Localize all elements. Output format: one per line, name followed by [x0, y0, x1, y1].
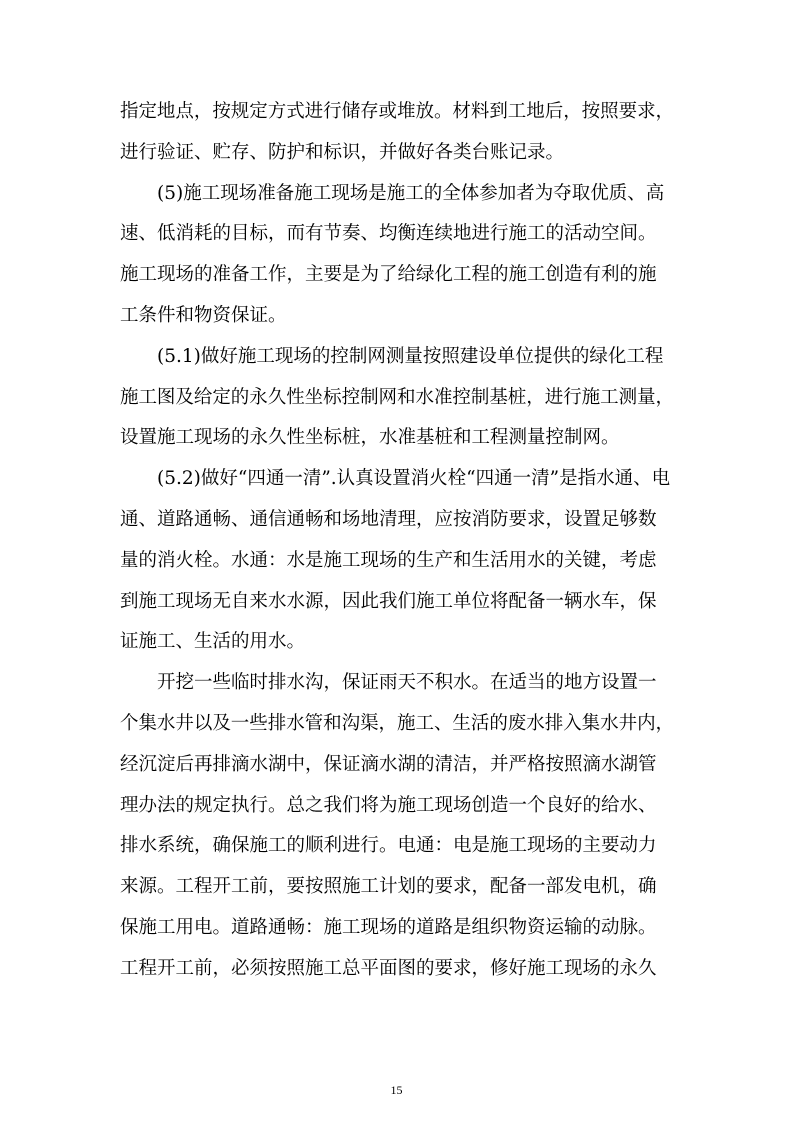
text-line: 指定地点，按规定方式进行储存或堆放。材料到工地后，按照要求，: [120, 101, 675, 122]
page-number: 15: [390, 1083, 403, 1097]
text-line: (5)施工现场准备施工现场是施工的全体参加者为夺取优质、高: [157, 182, 665, 204]
text-line: 到施工现场无自来水水源，因此我们施工单位将配备一辆水车，保: [120, 590, 657, 612]
text-line: 开挖一些临时排水沟，保证雨天不积水。在适当的地方设置一: [157, 672, 657, 694]
text-line: 工程开工前，必须按照施工总平面图的要求，修好施工现场的永久: [120, 957, 657, 979]
text-line: 排水系统，确保施工的顺利进行。电通：电是施工现场的主要动力: [120, 835, 657, 857]
text-line: 个集水井以及一些排水管和沟渠，施工、生活的废水排入集水井内，: [120, 712, 675, 734]
text-line: 通、道路通畅、通信通畅和场地清理，应按消防要求，设置足够数: [120, 508, 657, 530]
text-line: 量的消火栓。水通：水是施工现场的生产和生活用水的关键，考虑: [120, 549, 657, 571]
text-line: 来源。工程开工前，要按照施工计划的要求，配备一部发电机，确: [120, 876, 657, 898]
text-line: 理办法的规定执行。总之我们将为施工现场创造一个良好的给水、: [120, 794, 657, 816]
document-body: [120, 92, 674, 990]
text-line: 经沉淀后再排滴水湖中，保证滴水湖的清洁，并严格按照滴水湖管: [120, 753, 657, 775]
text-line: (5.2)做好“四通一清”.认真设置消火栓“四通一清”是指水通、电: [157, 468, 671, 490]
text-line: 速、低消耗的目标，而有节奏、均衡连续地进行施工的活动空间。: [120, 223, 657, 245]
text-line: (5.1)做好施工现场的控制网测量按照建设单位提供的绿化工程: [157, 345, 664, 367]
text-line: 保施工用电。道路通畅：施工现场的道路是组织物资运输的动脉。: [120, 916, 657, 938]
text-line: 设置施工现场的永久性坐标桩，水准基桩和工程测量控制网。: [120, 427, 620, 449]
text-line: 工条件和物资保证。: [120, 304, 287, 326]
text-line: 进行验证、贮存、防护和标识，并做好各类台账记录。: [120, 141, 565, 163]
text-line: 施工图及给定的永久性坐标控制网和水准控制基桩，进行施工测量，: [120, 386, 675, 408]
text-line: 施工现场的准备工作，主要是为了给绿化工程的施工创造有利的施: [120, 264, 657, 286]
text-line: 证施工、生活的用水。: [120, 631, 306, 653]
